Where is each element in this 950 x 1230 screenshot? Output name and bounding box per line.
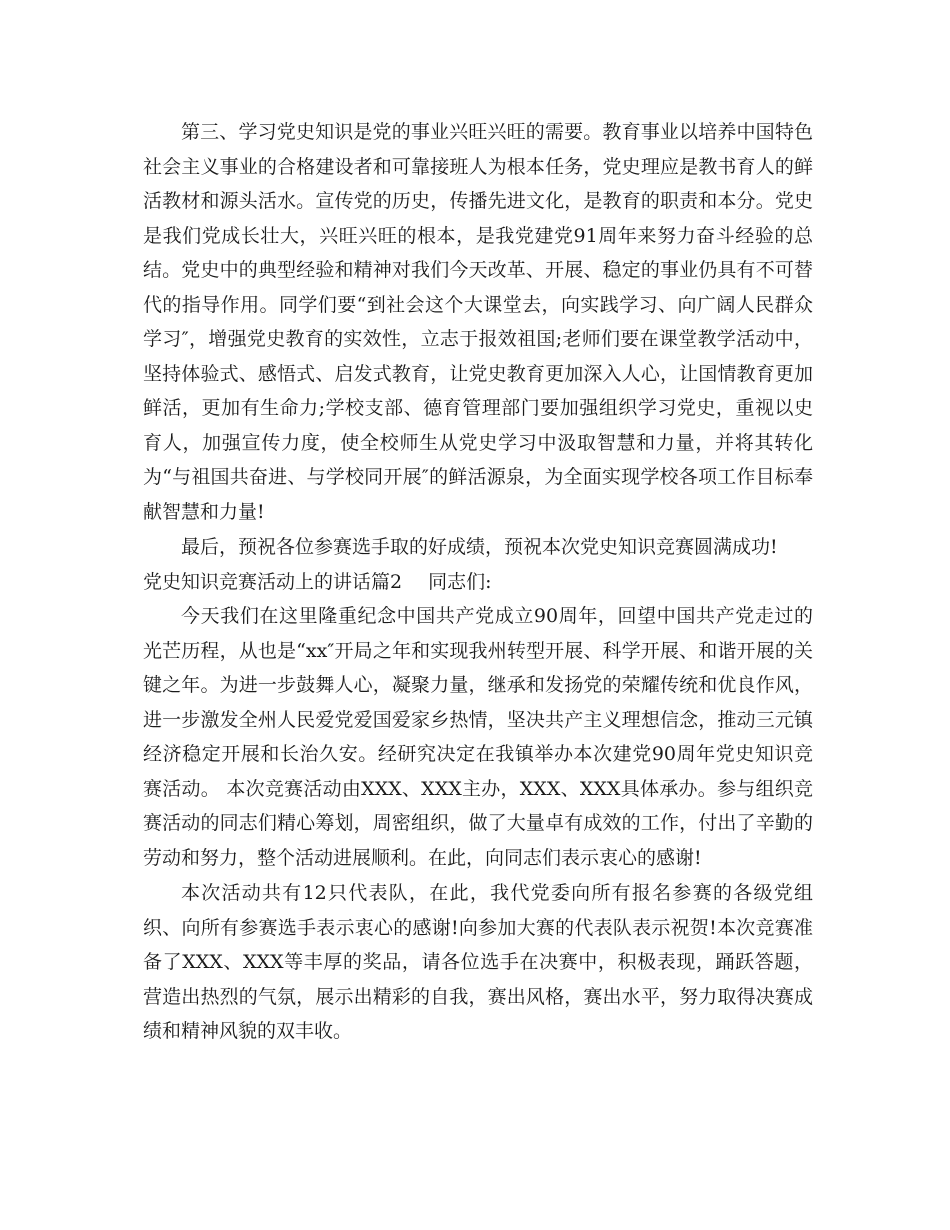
paragraph-anniversary-commemoration: 今天我们在这里隆重纪念中国共产党成立90周年，回望中国共产党走过的光芒历程，从也是“xx″开局之年和实现我州转型开展、科学开展、和谐开展的关键之年。为进一步鼓舞人心，凝聚力量，继承和发扬党的荣耀传统和优良作风，进一步激发全州人民爱党爱国爱家乡热情，坚决共产主义理想信念，推动三元镇经济稳定开展和长治久安。经研究决定在我镇举办本次建党90周年党史知识竞赛活动。 本次竞赛活动由XXX、XXX主办，XXX、XXX具体承办。参与组织竞赛活动的同志们精心筹划，周密组织，做了大量卓有成效的工作，付出了辛勤的劳动和努力，整个活动进展顺利。在此，向同志们表示衷心的感谢! — [143, 605, 813, 869]
paragraph-party-history-education: 第三、学习党史知识是党的事业兴旺兴旺的需要。教育事业以培养中国特色社会主义事业的合格建设者和可靠接班人为根本任务，党史理应是教书育人的鲜活教材和源头活水。宣传党的历史，传播先进文化，是教育的职责和本分。党史是我们党成长壮大，兴旺兴旺的根本，是我党建党91周年来努力奋斗经验的总结。党史中的典型经验和精神对我们今天改革、开展、稳定的事业仍具有不可替代的指导作用。同学们要“到社会这个大课堂去，向实践学习、向广阔人民群众学习″，增强党史教育的实效性，立志于报效祖国;老师们要在课堂教学活动中，坚持体验式、感悟式、启发式教育，让党史教育更加深入人心，让国情教育更加鲜活，更加有生命力;学校支部、德育管理部门要加强组织学习党史，重视以史育人，加强宣传力度，使全校师生从党史学习中汲取智慧和力量，并将其转化为“与祖国共奋进、与学校同开展″的鲜活源泉，为全面实现学校各项工作目标奉献智慧和力量! — [143, 121, 813, 523]
speech-salutation: 同志们: — [428, 570, 492, 593]
speech-title: 党史知识竞赛活动上的讲话篇2 — [143, 570, 403, 593]
speech-heading — [143, 565, 813, 600]
document-page — [143, 115, 813, 1049]
paragraph-closing-wishes: 最后，预祝各位参赛选手取的好成绩，预祝本次党史知识竞赛圆满成功! — [181, 536, 778, 558]
paragraph-teams-and-prizes: 本次活动共有12只代表队，在此，我代党委向所有报名参赛的各级党组织、向所有参赛选手表示衷心的感谢!向参加大赛的代表队表示祝贺!本次竞赛准备了XXX、XXX等丰厚的奖品，请各位选手在决赛中，积极表现，踊跃答题，营造出热烈的气氛，展示出精彩的自我，赛出风格，赛出水平，努力取得决赛成绩和精神风貌的双丰收。 — [143, 882, 813, 1042]
